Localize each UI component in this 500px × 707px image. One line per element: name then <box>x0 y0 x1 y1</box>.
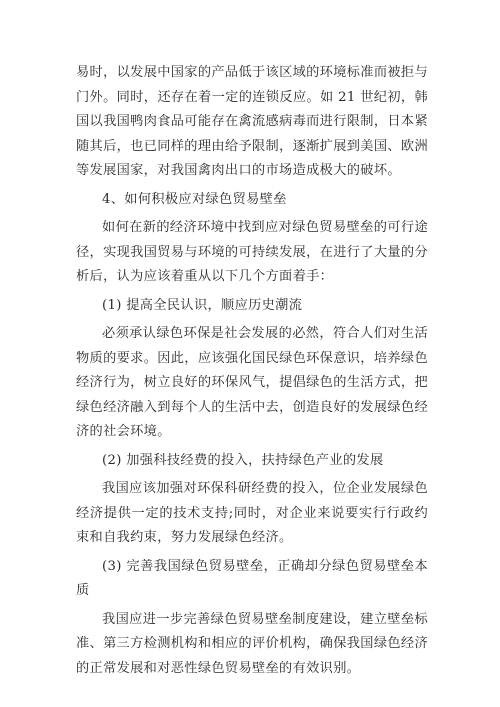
section-heading-4: 4、如何积极应对绿色贸易壁垒 <box>102 191 287 207</box>
paragraph-intro: 如何在新的经济环境中找到应对绿色贸易壁垒的可行途径，实现我国贸易与环境的可持续发展，在进行了大量的分析后，认为应该着重从以下几个方面着手： <box>76 220 428 284</box>
paragraph-3: 我国应进一步完善绿色贸易壁垒制度建设，建立壁垒标准、第三方检测机构和相应的评价机构，确保我国绿色经济的正常发展和对恶性绿色贸易壁垒的有效识别。 <box>76 611 428 676</box>
subheading-2: (2) 加强科技经费的投入，扶持绿色产业的发展 <box>102 452 384 468</box>
paragraph-continuation: 易时，以发展中国家的产品低于该区域的环境标准而被拒与门外。同时，还存在着一定的连锁反应。如 21 世纪初，韩国以我国鸭肉食品可能存在禽流感病毒而进行限制，日本紧随其后，也已同样的理由给予限制，逐渐扩展到美国、欧洲等发展国家，对我国禽肉出口的市场造成极大的破坏。 <box>76 65 428 178</box>
subheading-3: (3) 完善我国绿色贸易壁垒，正确却分绿色贸易壁垒本质 <box>76 558 428 598</box>
paragraph-1: 必须承认绿色环保是社会发展的必然，符合人们对生活物质的要求。因此，应该强化国民绿色环保意识，培养绿色经济行为，树立良好的环保风气，提倡绿色的生活方式，把绿色经济融入到每个人的生活中去，创造良好的发展绿色经济的社会环境。 <box>76 326 428 439</box>
subheading-1: (1) 提高全民认识，顺应历史潮流 <box>102 297 303 313</box>
paragraph-2: 我国应该加强对环保科研经费的投入，位企业发展绿色经济提供一定的技术支持;同时，对企业来说要实行行政约束和自我约束，努力发展绿色经济。 <box>76 481 428 545</box>
document-page <box>76 61 428 681</box>
